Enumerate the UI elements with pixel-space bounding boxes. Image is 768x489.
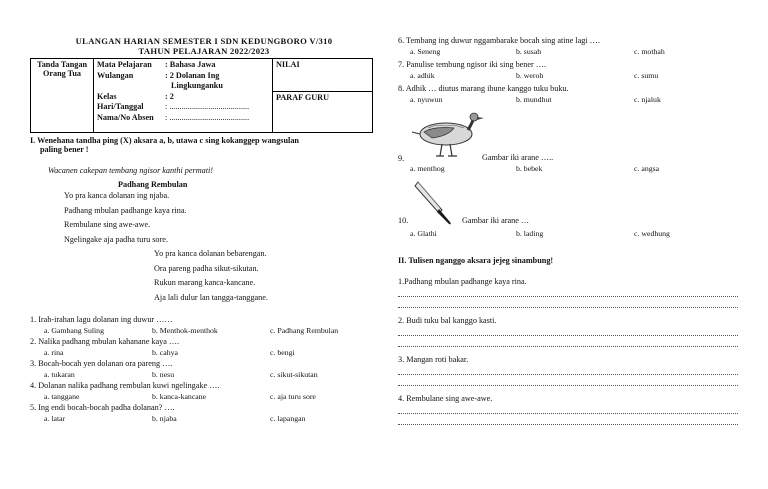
- option-b[interactable]: b. bebek: [516, 164, 543, 173]
- writing-line[interactable]: [398, 403, 738, 414]
- option-a[interactable]: a. latar: [44, 414, 66, 423]
- writing-line[interactable]: [398, 286, 738, 297]
- option-b[interactable]: b. cahya: [152, 348, 178, 357]
- question-text: 2. Nalika padhang mbulan kahanane kaya ….: [30, 337, 180, 346]
- writing-line[interactable]: [398, 297, 738, 308]
- q10-number: 10.: [398, 216, 409, 225]
- question-10: [398, 178, 738, 240]
- options-row: [30, 348, 378, 359]
- mapel-label: Mata Pelajaran: [97, 60, 152, 69]
- question-text: 7. Panulise tembung ngisor iki sing bener ….: [398, 60, 547, 69]
- writing-line[interactable]: [398, 336, 738, 347]
- kelas-value: : 2: [165, 91, 174, 101]
- poem-verse-1: [30, 189, 378, 247]
- score-cell: [273, 59, 373, 92]
- poem-line: Ora pareng padha sikut-sikutan.: [154, 263, 259, 273]
- section2-title: II. Tulisen nganggo aksara jejeg sinambung!: [398, 256, 554, 265]
- knife-icon: [412, 178, 460, 226]
- poem-line: Aja lali dulur lan tangga-tanggane.: [154, 292, 268, 302]
- question-text: 4. Dolanan nalika padhang rembulan kuwi ngelingake ….: [30, 381, 220, 390]
- option-c[interactable]: c. Padhang Rembulan: [270, 326, 339, 335]
- hari-label: Hari/Tanggal: [97, 102, 144, 112]
- option-a[interactable]: a. nyuwun: [410, 95, 443, 104]
- writing-prompt: 3. Mangan roti bakar.: [398, 355, 469, 364]
- question-item: [30, 381, 378, 403]
- title-line-1: ULANGAN HARIAN SEMESTER I SDN KEDUNGBORO V/310: [75, 36, 333, 46]
- option-c[interactable]: c. bengi: [270, 348, 295, 357]
- option-b[interactable]: b. nesu: [152, 370, 175, 379]
- options-row: [398, 71, 738, 82]
- options-row: [398, 229, 738, 240]
- option-a[interactable]: a. rina: [44, 348, 64, 357]
- question-item: [30, 359, 378, 381]
- left-column: [30, 36, 378, 425]
- options-row: [30, 392, 378, 403]
- kelas-label: Kelas: [97, 91, 117, 101]
- writing-item: [398, 277, 738, 308]
- options-row: [398, 164, 738, 175]
- section1-instruction: [30, 136, 378, 154]
- poem-verse-2: [30, 247, 378, 305]
- question-item: [398, 60, 738, 82]
- options-row: [30, 326, 378, 337]
- option-b[interactable]: b. weroh: [516, 71, 544, 80]
- wulangan-label: Wulangan: [97, 70, 134, 80]
- writing-line[interactable]: [398, 414, 738, 425]
- option-c[interactable]: c. sikut-sikutan: [270, 370, 318, 379]
- option-c[interactable]: c. sumu: [634, 71, 659, 80]
- poem-title: Padhang Rembulan: [118, 180, 188, 189]
- option-c[interactable]: c. aja turu sore: [270, 392, 316, 401]
- question-text: 5. Ing endi bocah-bocah padha dolanan? ….: [30, 403, 175, 412]
- option-b[interactable]: b. susah: [516, 47, 542, 56]
- writing-prompt: 4. Rembulane sing awe-awe.: [398, 394, 493, 403]
- info-cell: [94, 59, 273, 133]
- options-row: [30, 414, 378, 425]
- writing-line[interactable]: [398, 375, 738, 386]
- question-item: [398, 36, 738, 58]
- mapel-value: : Bahasa Jawa: [165, 60, 216, 69]
- option-a[interactable]: a. menthog: [410, 164, 445, 173]
- teacher-signature-label: PARAF GURU: [276, 93, 329, 102]
- teacher-signature-cell: [273, 92, 373, 133]
- q9-number: 9.: [398, 154, 405, 163]
- option-c[interactable]: c. mothah: [634, 47, 665, 56]
- nama-label: Nama/No Absen: [97, 112, 154, 122]
- question-text: 3. Bocah-bocah yen dolanan ora pareng ….: [30, 359, 173, 368]
- options-row: [398, 47, 738, 58]
- wulangan-value-2: Lingkunganku: [171, 81, 223, 91]
- question-item: [30, 315, 378, 337]
- option-a[interactable]: a. tanggane: [44, 392, 80, 401]
- option-a[interactable]: a. Seneng: [410, 47, 441, 56]
- writing-prompt: 2. Budi tuku bal kanggo kasti.: [398, 316, 497, 325]
- options-row: [30, 370, 378, 381]
- writing-item: [398, 355, 738, 386]
- right-column: [398, 36, 738, 425]
- option-c[interactable]: c. wedhung: [634, 229, 670, 238]
- option-a[interactable]: a. tukaran: [44, 370, 75, 379]
- option-b[interactable]: b. njaba: [152, 414, 177, 423]
- nama-field[interactable]: : .......................................: [165, 112, 250, 122]
- parent-signature-cell: [31, 59, 94, 133]
- options-row: [398, 95, 738, 106]
- option-c[interactable]: c. njaluk: [634, 95, 661, 104]
- poem-line: Rembulane sing awe-awe.: [64, 220, 151, 229]
- option-b[interactable]: b. Menthok-menthok: [152, 326, 218, 335]
- q10-text: Gambar iki arane …: [462, 216, 530, 225]
- question-text: 6. Tembang ing duwur nggambarake bocah sing atine lagi ….: [398, 36, 600, 45]
- identity-table: [30, 58, 373, 133]
- title-line-2: TAHUN PELAJARAN 2022/2023: [138, 46, 270, 56]
- option-a[interactable]: a. adhik: [410, 71, 435, 80]
- poem-line: Ngelingake aja padha turu sore.: [64, 234, 168, 244]
- writing-item: [398, 394, 738, 425]
- duck-icon: [408, 110, 484, 168]
- hari-field[interactable]: : .......................................: [165, 102, 250, 112]
- questions-1-5: [30, 315, 378, 425]
- option-a[interactable]: a. Gambang Suling: [44, 326, 104, 335]
- question-item: [398, 84, 738, 106]
- reading-intro: Wacanen cakepan tembang ngisor kanthi permati!: [48, 166, 214, 175]
- instruction-line-1: I. Wenehana tandha ping (X) aksara a, b, utawa c sing kokanggep wangsulan: [30, 136, 299, 145]
- instruction-line-2: paling bener !: [40, 145, 89, 154]
- parent-signature-label: Tanda Tangan Orang Tua: [37, 60, 87, 78]
- option-b[interactable]: b. kanca-kancane: [152, 392, 207, 401]
- option-a[interactable]: a. Glathi: [410, 229, 437, 238]
- writing-line[interactable]: [398, 364, 738, 375]
- writing-item: [398, 316, 738, 347]
- q9-text: Gambar iki arane …..: [482, 153, 554, 162]
- question-text: 8. Adhik … diutus marang ibune kanggo tuku buku.: [398, 84, 569, 93]
- score-label: NILAI: [276, 60, 300, 69]
- question-item: [30, 403, 378, 425]
- option-c[interactable]: c. lapangan: [270, 414, 306, 423]
- poem-line: Padhang mbulan padhange kaya rina.: [64, 205, 187, 215]
- writing-prompt: 1.Padhang mbulan padhange kaya rina.: [398, 277, 527, 286]
- option-b[interactable]: b. mundhut: [516, 95, 552, 104]
- poem-line: Yo pra kanca dolanan bebarengan.: [154, 249, 267, 258]
- writing-line[interactable]: [398, 325, 738, 336]
- option-c[interactable]: c. angsa: [634, 164, 660, 173]
- poem-line: Yo pra kanca dolanan ing njaba.: [64, 191, 170, 200]
- question-text: 1. Irah-irahan lagu dolanan ing duwur ……: [30, 315, 173, 324]
- option-b[interactable]: b. lading: [516, 229, 544, 238]
- question-9: [398, 110, 738, 176]
- poem-line: Rukun marang kanca-kancane.: [154, 278, 256, 287]
- question-item: [30, 337, 378, 359]
- wulangan-value: : 2 Dolanan Ing: [165, 70, 220, 80]
